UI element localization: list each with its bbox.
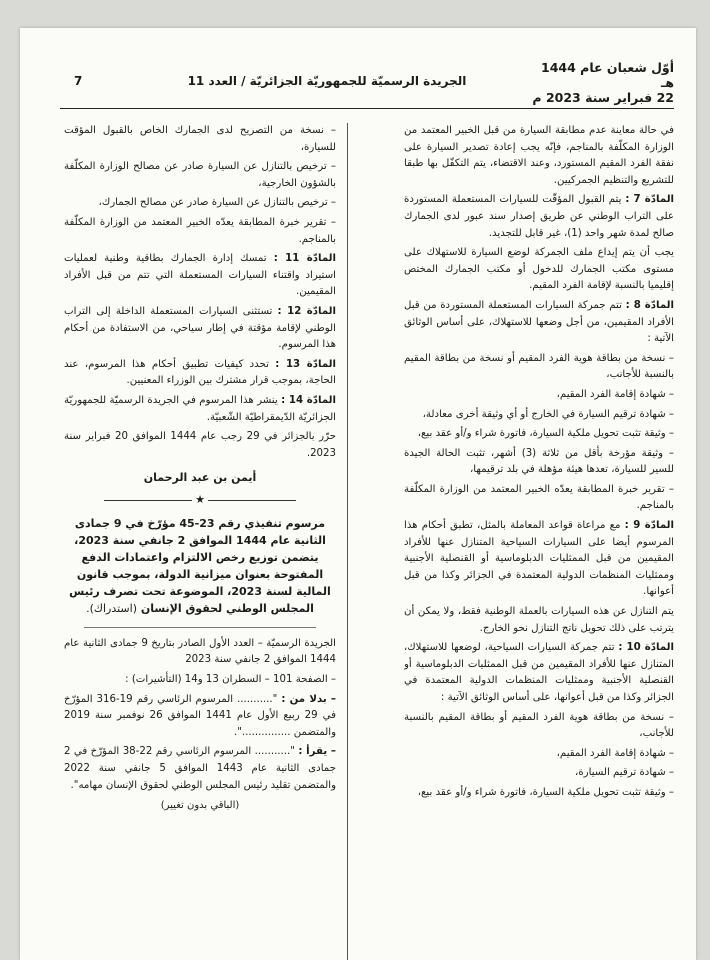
list-item: – نسخة من بطاقة هوية الفرد المقيم أو نسخة من بطاقة المقيم بالنسبة للأجانب،	[404, 352, 674, 381]
article-title: المادّة 7 :	[625, 194, 674, 206]
decree-note: (استدراك).	[86, 601, 137, 615]
header-date-gregorian: 22 فبراير سنة 2023 م	[532, 90, 674, 105]
star-icon: ★	[192, 492, 208, 509]
correction-instead	[64, 692, 336, 742]
list-item: – شهادة إقامة الفرد المقيم،	[556, 388, 674, 400]
article-14	[64, 393, 336, 426]
list-item: – وثيقة تثبت تحويل ملكية السيارة، فاتورة شراء و/أو عقد بيع،	[417, 786, 674, 798]
article-text: تحدد كيفيات تطبيق أحكام هذا المرسوم، عند الحاجة، بموجب قرار مشترك بين الوزراء المعنيين.	[64, 358, 336, 387]
article-7	[404, 192, 674, 242]
article-11	[64, 251, 336, 301]
article-10	[404, 640, 674, 706]
right-column	[404, 123, 674, 960]
page-header	[60, 60, 674, 122]
correction-location: – الصفحة 101 – السطران 13 و14 (التأشيرات) :	[125, 674, 336, 686]
read-text: "........... المرسوم الرئاسي رقم 22-38 المؤرّخ في 2 جمادى الثانية عام 1443 الموافق 5 جانفي سنة 2022 والمتضمن تقليد رئيس المجلس الوطني لحقوق الإنسان مهامه".	[64, 746, 336, 791]
column-divider	[347, 123, 348, 960]
header-date-hijri: أوّل شعبان عام 1444 هـ	[541, 60, 674, 90]
list-item: – ترخيص بالتنازل عن السيارة صادر عن مصالح الوزارة المكلّفة بالشؤون الخارجية،	[64, 161, 336, 189]
header-date	[524, 60, 674, 105]
list-item: – تقرير خبرة المطابقة يعدّه الخبير المعتمد من الوزارة المكلّفة بالمناجم.	[404, 483, 674, 512]
list-item: – نسخة من التصريح لدى الجمارك الخاص بالقبول المؤقت للسيارة،	[64, 125, 336, 153]
header-rule	[60, 108, 674, 109]
article-text: مع مراعاة قواعد المعاملة بالمثل، تطبق أحكام هذا المرسوم أيضا على السيارات السياحية المتنازل عنها للأفراد المقيمين من قبل الممثليات الدبلوماسية أو القنصلية الأجنبية وممثليات المنظمات الدولية المعتمدة في الجزائر وكذا من قبل أعوانها.	[404, 520, 674, 598]
done-at: حرّر بالجزائر في 29 رجب عام 1444 الموافق 20 فبراير سنة 2023.	[64, 431, 336, 459]
article-title: المادّة 9 :	[624, 520, 674, 532]
list-item: – وثيقة تثبت تحويل ملكية السيارة، فاتورة شراء و/أو عقد بيع،	[417, 428, 674, 440]
list-item: – تقرير خبرة المطابقة يعدّه الخبير المعتمد من الوزارة المكلّفة بالمناجم.	[64, 216, 336, 245]
article-text: تمسك إدارة الجمارك بطاقية وطنية لعمليات استيراد واقتناء السيارات المستعملة التي تتم من قبل الأفراد المقيمين.	[64, 253, 336, 298]
correction-read	[64, 744, 336, 794]
decree-title	[64, 515, 336, 617]
page-number: 7	[74, 74, 83, 88]
article-12	[64, 304, 336, 354]
header-title: الجريدة الرسميّة للجمهوريّة الجزائريّة / العدد 11	[187, 74, 467, 88]
list-item: – نسخة من بطاقة هوية الفرد المقيم أو بطاقة المقيم بالنسبة للأجانب،	[404, 711, 674, 740]
gazette-page	[20, 28, 696, 960]
section-rule	[84, 627, 316, 628]
article-9	[404, 518, 674, 601]
star-separator	[104, 493, 296, 507]
article-title: المادّة 12 :	[277, 305, 336, 317]
decree-title-text: مرسوم تنفيذي رقم 23-45 مؤرّخ في 9 جمادى الثانية عام 1444 الموافق 2 جانفي سنة 2023، يتضمن توزيع رخص الالتزام واعتمادات الدفع المفتوحة بعنوان ميزانية الدولة، بموجب قانون المالية لسنة 2023، الموضوعة تحت تصرف رئيس المجلس الوطني لحقوق الإنسان	[69, 516, 331, 615]
article-title: المادّة 11 :	[273, 253, 336, 265]
list-item: – ترخيص بالتنازل عن السيارة صادر عن مصالح الجمارك،	[98, 197, 336, 209]
list-item: – شهادة إقامة الفرد المقيم،	[556, 747, 674, 759]
read-label: – يقرأ :	[298, 746, 336, 758]
instead-label: – بدلا من :	[281, 693, 336, 705]
list-item: – وثيقة مؤرخة بأقل من ثلاثة (3) أشهر، تثبت الحالة الجيدة للسير للسيارة، تعدها هيئة مؤهلة في بلد ترقيمها،	[404, 447, 674, 476]
article-text: تتم جمركة السيارات المستعملة المستوردة من قبل الأفراد المقيمين، من أجل وضعها للاستهلاك، على أساس الوثائق الآتية :	[404, 299, 674, 345]
article-title: المادّة 8 :	[625, 299, 674, 311]
paragraph: يجب أن يتم إيداع ملف الجمركة لوضع السيارة للاستهلاك على مستوى مكتب الجمارك للدخول أو مكتب الجمارك المختص إقليميا بالنسبة لإقامة الفرد المقيم.	[404, 247, 674, 292]
list-item: – شهادة ترقيم السيارة،	[575, 767, 674, 779]
rest-unchanged: (الباقي بدون تغيير)	[160, 800, 240, 812]
article-text: تتم جمركة السيارات السياحية، لوضعها للاستهلاك، المتنازل عنها للأفراد المقيمين من قبل الممثليات الدبلوماسية أو القنصلية الأجنبية وممثليات المنظمات الدولية المعتمدة في الجزائر وكذا من قبل أعوانها، على أساس الوثائق الآتية :	[404, 642, 674, 703]
article-text: يتم القبول المؤقّت للسيارات المستعملة المستوردة على التراب الوطني عن طريق إصدار سند عبور لدى الجمارك صالح لمدة شهر واحد (1)، غير قابل للتجديد.	[404, 194, 674, 239]
paragraph: يتم التنازل عن هذه السيارات بالعملة الوطنية فقط، ولا يمكن أن يترتب على ذلك تحويل ناتج التنازل نحو الخارج.	[404, 606, 674, 634]
article-text: ينشر هذا المرسوم في الجريدة الرسميّة للجمهوريّة الجزائريّة الدّيمقراطيّة الشّعبيّة.	[64, 394, 336, 423]
paragraph: في حالة معاينة عدم مطابقة السيارة من قبل الخبير المعتمد من الوزارة المكلّفة بالمناجم، فإنّه يجب إعادة تصدير السيارة على نفقة الفرد المقيم المستورد، وعند الاقتضاء، يتم التكفّل بها طبقا للتشريع والتنظيم الجمركيين.	[404, 125, 674, 186]
article-8	[404, 298, 674, 348]
correction-reference: الجريدة الرسميّة – العدد الأول الصادر بتاريخ 9 جمادى الثانية عام 1444 الموافق 2 جانفي سنة 2023	[64, 637, 336, 666]
instead-text: "........... المرسوم الرئاسي رقم 19-316 المؤرّخ في 29 ربيع الأول عام 1441 الموافق 26 نوفمبر سنة 2019 والمتضمن ...............".	[64, 693, 336, 738]
article-title: المادّة 14 :	[281, 394, 336, 406]
article-title: المادّة 13 :	[275, 358, 336, 370]
signature-name: أيمن بن عبد الرحمان	[143, 471, 257, 485]
left-column	[64, 123, 336, 960]
article-text: تستثنى السيارات المستعملة الداخلة إلى التراب الوطني لإقامة مؤقتة في إطار سياحي، من الاستفادة من أحكام هذا المرسوم.	[64, 305, 336, 351]
article-title: المادّة 10 :	[618, 642, 674, 654]
article-13	[64, 357, 336, 390]
list-item: – شهادة ترقيم السيارة في الخارج أو أي وثيقة أخرى معادلة،	[422, 408, 674, 420]
